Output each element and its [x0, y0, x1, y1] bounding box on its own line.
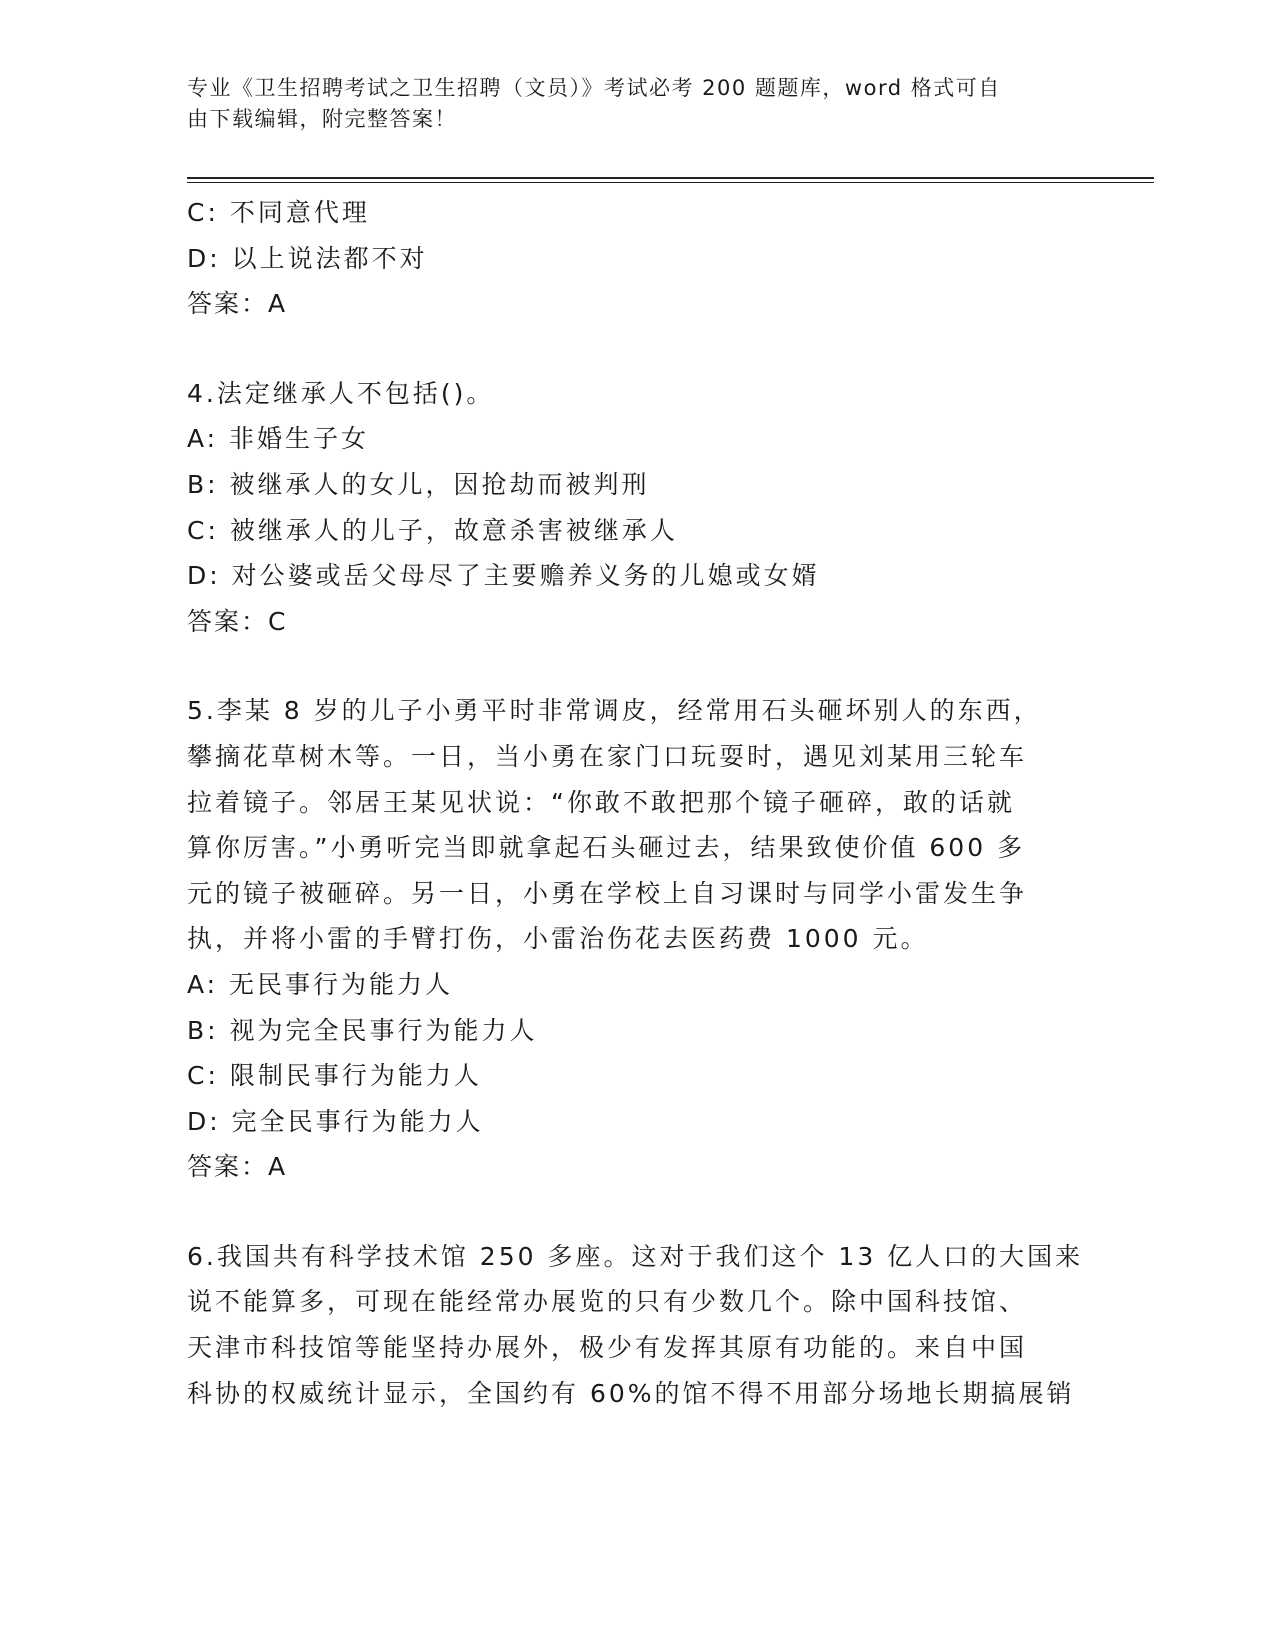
q5-option-c: C: 限制民事行为能力人 [187, 1061, 482, 1091]
spacer [187, 644, 1087, 688]
header-divider-thick [187, 177, 1154, 179]
q4-option-b: B: 被继承人的女儿，因抢劫而被判刑 [187, 469, 650, 499]
q5-stem-line: 5.李某 8 岁的儿子小勇平时非常调皮，经常用石头砸坏别人的东西， [187, 696, 1042, 726]
q3-option-d: D: 以上说法都不对 [187, 243, 428, 273]
question-6 [187, 1234, 1087, 1416]
q5-stem-line: 执，并将小雷的手臂打伤，小雷治伤花去医药费 1000 元。 [187, 924, 929, 954]
header-line-2: 由下载编辑，附完整答案！ [187, 107, 457, 131]
q5-stem-line: 拉着镜子。邻居王某见状说：“你敢不敢把那个镜子砸碎，敢的话就 [187, 787, 1015, 817]
document-body [187, 190, 1087, 1416]
header-line-1: 专业《卫生招聘考试之卫生招聘（文员）》考试必考 200 题题库，word 格式可自 [187, 76, 1001, 100]
q5-stem-line: 攀摘花草树木等。一日，当小勇在家门口玩耍时，遇见刘某用三轮车 [187, 741, 1028, 771]
q4-option-d: D: 对公婆或岳父母尽了主要赡养义务的儿媳或女婿 [187, 561, 820, 591]
q5-option-b: B: 视为完全民事行为能力人 [187, 1015, 538, 1045]
q4-option-a: A: 非婚生子女 [187, 424, 370, 454]
question-4 [187, 371, 1087, 645]
question-3 [187, 190, 1087, 327]
question-5 [187, 688, 1087, 1190]
q5-stem-line: 算你厉害。”小勇听完当即就拿起石头砸过去，结果致使价值 600 多 [187, 833, 1026, 863]
q5-stem-line: 元的镜子被砸碎。另一日，小勇在学校上自习课时与同学小雷发生争 [187, 878, 1028, 908]
q4-option-c: C: 被继承人的儿子，故意杀害被继承人 [187, 515, 678, 545]
spacer [187, 1190, 1087, 1234]
q6-stem-line: 科协的权威统计显示，全国约有 60%的馆不得不用部分场地长期搞展销 [187, 1378, 1075, 1408]
document-header [187, 73, 1067, 135]
q4-stem: 4.法定继承人不包括()。 [187, 378, 495, 408]
q5-option-a: A: 无民事行为能力人 [187, 969, 454, 999]
q5-answer: 答案：A [187, 1152, 288, 1182]
q6-stem-line: 6.我国共有科学技术馆 250 多座。这对于我们这个 13 亿人口的大国来 [187, 1241, 1084, 1271]
q6-stem-line: 说不能算多，可现在能经常办展览的只有少数几个。除中国科技馆、 [187, 1287, 1028, 1317]
q5-option-d: D: 完全民事行为能力人 [187, 1106, 484, 1136]
header-divider-thin [187, 182, 1154, 183]
q6-stem-line: 天津市科技馆等能坚持办展外，极少有发挥其原有功能的。来自中国 [187, 1333, 1028, 1363]
q3-answer: 答案：A [187, 289, 288, 319]
spacer [187, 327, 1087, 371]
q3-option-c: C: 不同意代理 [187, 198, 370, 227]
q4-answer: 答案：C [187, 606, 288, 636]
